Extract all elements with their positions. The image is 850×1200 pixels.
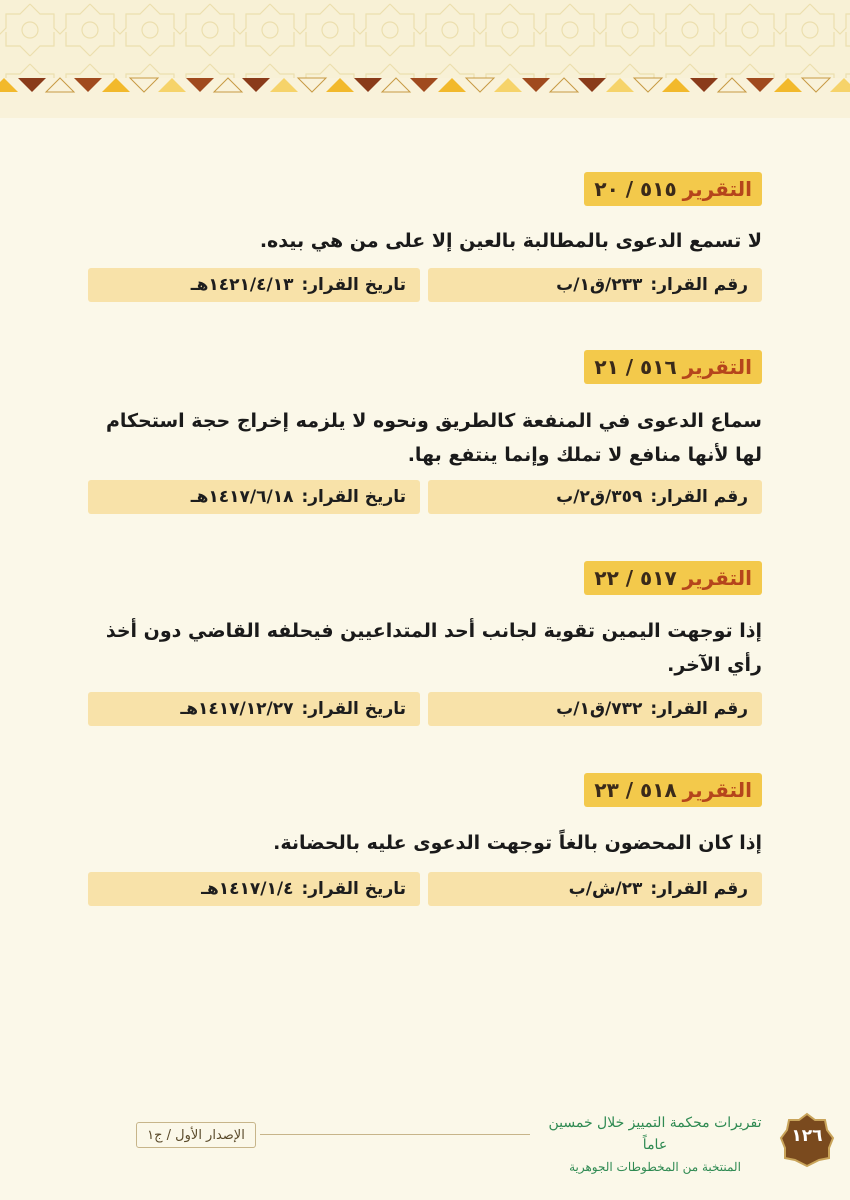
rule-label: التقرير (682, 566, 752, 590)
decision-number-box (428, 692, 762, 726)
decision-date-value: ١٤١٧/٦/١٨هـ (190, 487, 294, 507)
rule-text: لا تسمع الدعوى بالمطالبة بالعين إلا على من هي بيده. (259, 230, 762, 252)
decision-number-value: ٧٣٢/ق١/ب (556, 699, 643, 719)
rule-heading (584, 561, 762, 595)
decision-number-value: ٣٥٩/ق٢/ب (556, 487, 643, 507)
decision-number-value: ٢٣/ش/ب (568, 879, 643, 899)
decision-date-label: تاريخ القرار: (301, 487, 406, 507)
rule-heading (584, 350, 762, 384)
book-title-line2: المنتخبة من المخطوطات الجوهرية (569, 1160, 741, 1174)
decision-number-box (428, 480, 762, 514)
book-title-line1: تقريرات محكمة التمييز خلال خمسين عاماً (548, 1115, 762, 1153)
rule-number: ٥١٥ / ٢٠ (594, 177, 677, 201)
decision-date-label: تاريخ القرار: (301, 699, 406, 719)
decision-number-label: رقم القرار: (650, 699, 748, 719)
edition-label: الإصدار الأول / ج١ (136, 1122, 256, 1148)
rule-label: التقرير (682, 355, 752, 379)
rule-label: التقرير (682, 778, 752, 802)
decision-number-label: رقم القرار: (650, 487, 748, 507)
decision-date-value: ١٤١٧/١/٤هـ (201, 879, 294, 899)
decision-date-label: تاريخ القرار: (301, 879, 406, 899)
rule-text: إذا توجهت اليمين تقوية لجانب أحد المتداعيين فيحلفه القاضي دون أخذ رأي الآخر. (105, 620, 762, 676)
rule-number: ٥١٦ / ٢١ (594, 355, 677, 379)
decision-date-value: ١٤١٧/١٢/٢٧هـ (180, 699, 294, 719)
book-title-logo (545, 1112, 765, 1178)
rule-heading (584, 172, 762, 206)
decision-number-label: رقم القرار: (650, 879, 748, 899)
decision-number-value: ٢٣٣/ق١/ب (556, 275, 643, 295)
rule-text: سماع الدعوى في المنفعة كالطريق ونحوه لا يلزمه إخراج حجة استحكام لها لأنها منافع لا تملك وإنما ينتفع بها. (105, 410, 762, 466)
page-number: ١٢٦ (791, 1126, 823, 1146)
decision-date-value: ١٤٢١/٤/١٣هـ (190, 275, 294, 295)
rule-number: ٥١٧ / ٢٢ (594, 566, 677, 590)
decision-date-box (88, 692, 420, 726)
footer-divider (260, 1134, 530, 1135)
decision-date-box (88, 872, 420, 906)
decision-date-label: تاريخ القرار: (301, 275, 406, 295)
decision-number-label: رقم القرار: (650, 275, 748, 295)
rule-text: إذا كان المحضون بالغاً توجهت الدعوى عليه بالحضانة. (273, 832, 762, 854)
rule-number: ٥١٨ / ٢٣ (594, 778, 677, 802)
decision-number-box (428, 268, 762, 302)
decision-date-box (88, 268, 420, 302)
decision-date-box (88, 480, 420, 514)
rule-label: التقرير (682, 177, 752, 201)
decision-number-box (428, 872, 762, 906)
rule-heading (584, 773, 762, 807)
